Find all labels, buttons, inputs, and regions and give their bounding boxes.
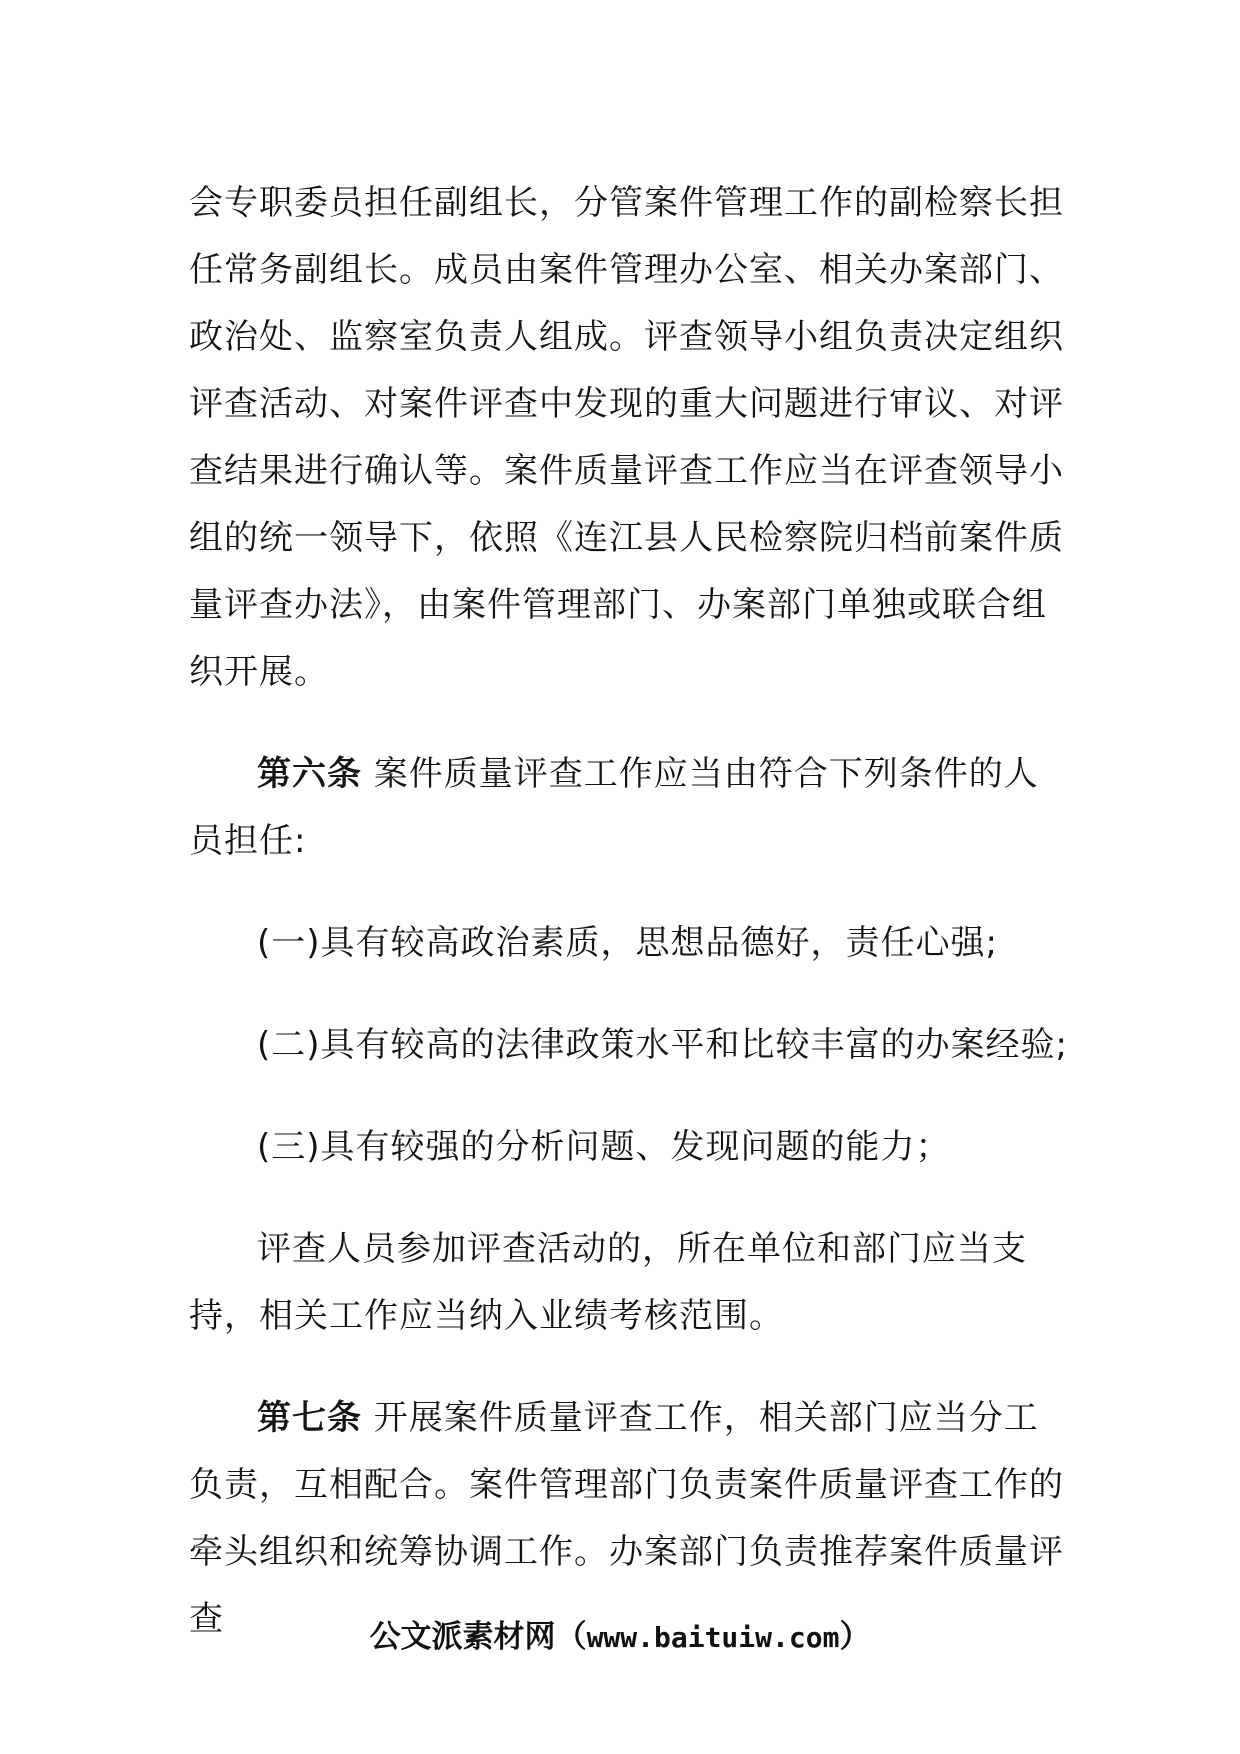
paragraph-article-6 (189, 741, 1069, 875)
list-item-1: (一)具有较高政治素质，思想品德好，责任心强; (257, 923, 998, 963)
list-item-2: (二)具有较高的法律政策水平和比较丰富的办案经验; (257, 1025, 1068, 1065)
paragraph-leadership-group: 会专职委员担任副组长，分管案件管理工作的副检察长担任常务副组长。成员由案件管理办公室、相关办案部门、政治处、监察室负责人组成。评查领导小组负责决定组织评查活动、对案件评查中发现的重大问题进行审议、对评查结果进行确认等。案件质量评查工作应当在评查领导小组的统一领导下，依照《连江县人民检察院归档前案件质量评查办法》，由案件管理部门、办案部门单独或联合组织开展。 (189, 183, 1064, 692)
footer-site-name: 公文派素材网 (369, 1619, 556, 1655)
article-6-text: 案件质量评查工作应当由符合下列条件的人员担任: (189, 754, 1039, 861)
article-7-text: 开展案件质量评查工作，相关部门应当分工负责，互相配合。案件管理部门负责案件质量评查工作的牵头组织和统筹协调工作。办案部门负责推荐案件质量评查 (189, 1398, 1064, 1639)
footer-url-link[interactable]: www.baituiw.com (586, 1621, 840, 1654)
document-body (189, 170, 1069, 1653)
footer-paren-close: ） (839, 1619, 871, 1655)
list-item-3: (三)具有较强的分析问题、发现问题的能力； (257, 1127, 951, 1167)
page-footer (0, 1617, 1240, 1658)
article-6-label: 第六条 (257, 754, 362, 794)
article-7-label: 第七条 (257, 1398, 362, 1438)
paragraph-article-7 (189, 1385, 1069, 1653)
footer-paren-open: （ (555, 1619, 587, 1655)
paragraph-support: 评查人员参加评查活动的，所在单位和部门应当支持，相关工作应当纳入业绩考核范围。 (189, 1229, 1027, 1336)
